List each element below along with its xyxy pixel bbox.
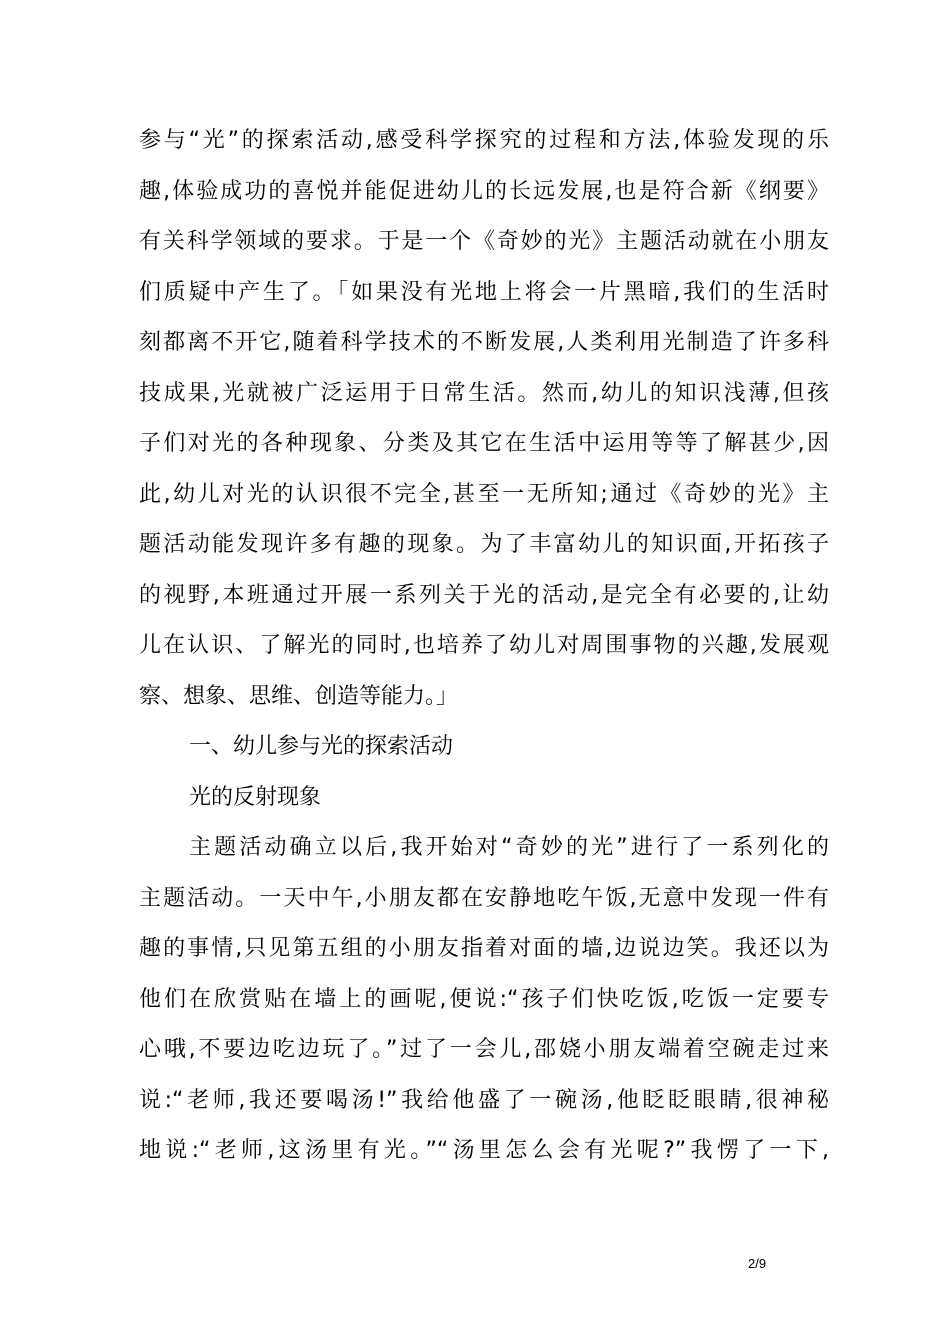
text-line: 子们对光的各种现象、分类及其它在生活中运用等等了解甚少,因 <box>139 431 829 456</box>
text-line: 们质疑中产生了。「如果没有光地上将会一片黑暗,我们的生活时 <box>139 279 829 305</box>
text-line: 趣的事情,只见第五组的小朋友指着对面的墙,边说边笑。我还以为 <box>139 936 829 961</box>
section-heading: 一、幼儿参与光的探索活动 <box>189 734 454 759</box>
subsection-heading: 光的反射现象 <box>189 784 322 810</box>
text-line: 儿在认识、了解光的同时,也培养了幼儿对周围事物的兴趣,发展观 <box>139 633 829 658</box>
text-line: 刻都离不开它,随着科学技术的不断发展,人类利用光制造了许多科 <box>139 330 829 355</box>
text-line: 此,幼儿对光的认识很不完全,甚至一无所知;通过《奇妙的光》主 <box>139 481 829 507</box>
text-line: 的视野,本班通过开展一系列关于光的活动,是完全有必要的,让幼 <box>139 582 829 608</box>
text-line: 趣,体验成功的喜悦并能促进幼儿的长远发展,也是符合新《纲要》 <box>139 178 829 204</box>
page-number: 2/9 <box>748 1256 767 1271</box>
text-line: 参与“光”的探索活动,感受科学探究的过程和方法,体验发现的乐 <box>139 128 829 153</box>
text-line: 说:“老师,我还要喝汤!”我给他盛了一碗汤,他眨眨眼睛,很神秘 <box>139 1087 829 1113</box>
text-line: 题活动能发现许多有趣的现象。为了丰富幼儿的知识面,开拓孩子 <box>139 532 829 557</box>
body-text <box>139 116 829 1177</box>
text-line: 技成果,光就被广泛运用于日常生活。然而,幼儿的知识浅薄,但孩 <box>139 380 829 406</box>
text-line: 地说:“老师,这汤里有光。”“汤里怎么会有光呢?”我愣了一下, <box>139 1138 829 1163</box>
text-line: 他们在欣赏贴在墙上的画呢,便说:“孩子们快吃饭,吃饭一定要专 <box>139 986 829 1012</box>
text-line: 心哦,不要边吃边玩了。”过了一会儿,邵娆小朋友端着空碗走过来 <box>139 1037 829 1062</box>
text-line: 有关科学领域的要求。于是一个《奇妙的光》主题活动就在小朋友 <box>139 229 829 254</box>
text-line: 察、想象、思维、创造等能力。」 <box>139 683 459 709</box>
text-line: 主题活动确立以后,我开始对“奇妙的光”进行了一系列化的 <box>189 835 829 860</box>
text-line: 主题活动。一天中午,小朋友都在安静地吃午饭,无意中发现一件有 <box>139 885 829 911</box>
